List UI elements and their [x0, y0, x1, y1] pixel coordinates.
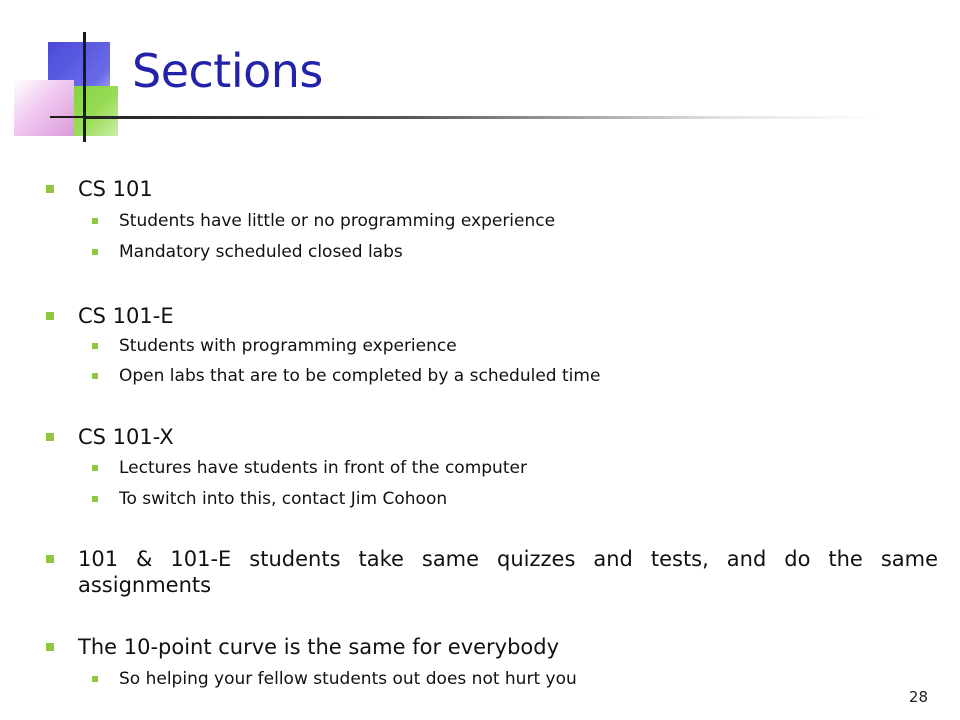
square-bullet-icon	[46, 555, 54, 563]
sub-bullet-text: So helping your fellow students out does not hurt you	[119, 669, 577, 689]
sub-bullet-text: Students have little or no programming experience	[119, 211, 556, 231]
bullet-text: The 10-point curve is the same for everybody	[78, 635, 560, 659]
square-bullet-icon	[92, 496, 98, 502]
page-number: 28	[908, 688, 928, 706]
square-bullet-icon	[92, 343, 98, 349]
square-bullet-icon	[46, 185, 54, 193]
square-bullet-icon	[92, 249, 98, 255]
bullet-text: CS 101-X	[78, 425, 174, 449]
bullet-item	[46, 546, 938, 598]
sub-bullet-text: Mandatory scheduled closed labs	[119, 242, 403, 262]
square-bullet-icon	[92, 465, 98, 471]
bullet-item	[46, 303, 174, 329]
sub-bullet-item	[92, 458, 527, 479]
sub-bullet-text: Open labs that are to be completed by a scheduled time	[119, 366, 601, 386]
square-bullet-icon	[46, 312, 54, 320]
bullet-text: CS 101	[78, 177, 153, 201]
square-bullet-icon	[92, 218, 98, 224]
sub-bullet-text: To switch into this, contact Jim Cohoon	[119, 489, 448, 509]
sub-bullet-item	[92, 366, 600, 387]
square-bullet-icon	[92, 676, 98, 682]
bullet-item	[46, 424, 174, 450]
sub-bullet-text: Students with programming experience	[119, 336, 457, 356]
sub-bullet-item	[92, 211, 555, 232]
bullet-text: CS 101-E	[78, 304, 174, 328]
sub-bullet-item	[92, 242, 403, 263]
bullet-item	[46, 634, 559, 660]
square-bullet-icon	[46, 433, 54, 441]
square-bullet-icon	[46, 643, 54, 651]
slide-title: Sections	[132, 44, 323, 98]
sub-bullet-item	[92, 669, 577, 690]
sub-bullet-item	[92, 336, 457, 357]
bullet-text: 101 & 101-E students take same quizzes and tests, and do the same assignments	[78, 547, 938, 597]
sub-bullet-item	[92, 489, 447, 510]
bullet-item	[46, 176, 153, 202]
square-bullet-icon	[92, 373, 98, 379]
sub-bullet-text: Lectures have students in front of the computer	[119, 458, 527, 478]
